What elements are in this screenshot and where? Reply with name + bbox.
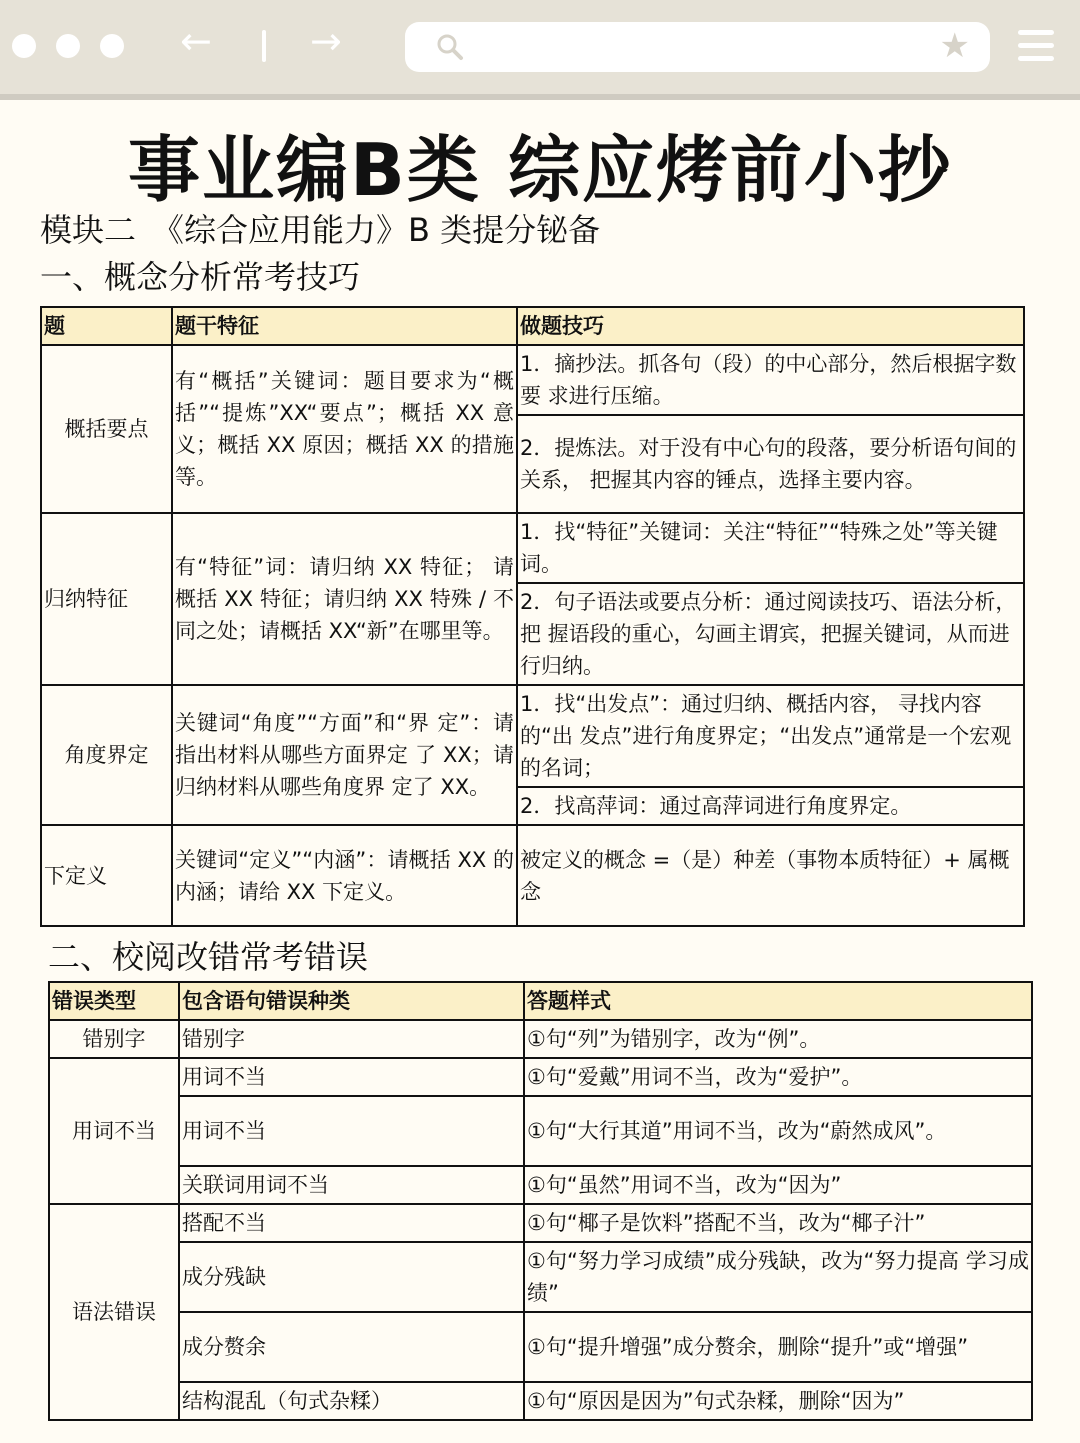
table1-row-feature: 关键词“定义”“内涵”：请概括 XX 的内涵；请给 XX 下定义。 xyxy=(172,825,517,926)
table2-kind: 用词不当 xyxy=(179,1058,524,1096)
table2-kind: 关联词用词不当 xyxy=(179,1166,524,1204)
search-icon xyxy=(435,32,465,62)
arrow-right-icon[interactable]: → xyxy=(310,19,342,63)
table2-category: 错别字 xyxy=(49,1020,179,1058)
table1-row-feature: 有“概括”关键词：题目要求为“概括”“提炼”XX“要点”；概括 XX 意义；概括 XX 原因；概括 XX 的措施等。 xyxy=(172,345,517,513)
table1-row-tip: 2．句子语法或要点分析：通过阅读技巧、语法分析，把 握语段的重心，勾画主谓宾，把握关键词，从而进行归纳。 xyxy=(517,583,1024,685)
table2-answer: ①句“大行其道”用词不当，改为“蔚然成风”。 xyxy=(524,1096,1032,1166)
address-bar[interactable] xyxy=(405,22,990,72)
table2-header-answer: 答题样式 xyxy=(524,982,1032,1020)
table1-row-type: 概括要点 xyxy=(41,345,172,513)
browser-toolbar xyxy=(0,0,1080,100)
table2-category: 语法错误 xyxy=(49,1204,179,1420)
table2-answer: ①句“爱戴”用词不当，改为“爱护”。 xyxy=(524,1058,1032,1096)
table2-kind: 成分残缺 xyxy=(179,1242,524,1312)
table1-header-feature: 题干特征 xyxy=(172,307,517,345)
bookmark-star-icon[interactable]: ★ xyxy=(939,26,970,66)
table1-row-feature: 有“特征”词：请归纳 XX 特征； 请概括 XX 特征；请归纳 XX 特殊 / 不同之处；请概括 XX“新”在哪里等。 xyxy=(172,513,517,685)
section1-heading: 一、概念分析常考技巧 xyxy=(40,258,361,296)
table1-header-tips: 做题技巧 xyxy=(517,307,1024,345)
table1-header-type: 题 xyxy=(41,307,172,345)
table2-category: 用词不当 xyxy=(49,1058,179,1204)
table2-answer: ①句“努力学习成绩”成分残缺，改为“努力提高 学习成绩” xyxy=(524,1242,1032,1312)
window-close-dot[interactable] xyxy=(12,34,36,58)
hamburger-menu-icon[interactable] xyxy=(1018,30,1054,66)
table2-answer: ①句“提升增强”成分赘余，删除“提升”或“增强” xyxy=(524,1312,1032,1382)
arrow-left-icon[interactable]: ← xyxy=(180,19,212,63)
window-minimize-dot[interactable] xyxy=(56,34,80,58)
table1-row-tip: 被定义的概念 =（是）种差（事物本质特征）+ 属概念 xyxy=(517,825,1024,926)
table1-row-type: 归纳特征 xyxy=(41,513,172,685)
nav-divider xyxy=(262,30,266,62)
table2-answer: ①句“列”为错别字，改为“例”。 xyxy=(524,1020,1032,1058)
section2-heading: 二、校阅改错常考错误 xyxy=(48,938,369,976)
page-title: 事业编B类 综应烤前小抄 xyxy=(128,128,952,212)
table1-row-tip: 1．摘抄法。抓各句（段）的中心部分，然后根据字数要 求进行压缩。 xyxy=(517,345,1024,415)
table2-kind: 用词不当 xyxy=(179,1096,524,1166)
table1-row-type: 下定义 xyxy=(41,825,172,926)
table2-header-kind: 包含语句错误种类 xyxy=(179,982,524,1020)
proofreading-table xyxy=(48,981,1033,1421)
table2-kind: 搭配不当 xyxy=(179,1204,524,1242)
table1-row-type: 角度界定 xyxy=(41,685,172,825)
table2-answer: ①句“原因是因为”句式杂糅，删除“因为” xyxy=(524,1382,1032,1420)
table2-answer: ①句“虽然”用词不当，改为“因为” xyxy=(524,1166,1032,1204)
module-heading: 模块二 《综合应用能力》B 类提分铋备 xyxy=(40,211,601,249)
table1-row-tip: 2．提炼法。对于没有中心句的段落，要分析语句间的关系， 把握其内容的锤点，选择主要内容。 xyxy=(517,415,1024,513)
table1-row-feature: 关键词“角度”“方面”和“界 定”：请指出材料从哪些方面界定 了 XX；请归纳材料从哪些角度界 定了 XX。 xyxy=(172,685,517,825)
concept-analysis-table xyxy=(40,306,1025,927)
table2-kind: 成分赘余 xyxy=(179,1312,524,1382)
table2-answer: ①句“椰子是饮料”搭配不当，改为“椰子汁” xyxy=(524,1204,1032,1242)
window-maximize-dot[interactable] xyxy=(100,34,124,58)
table1-row-tip: 1．找“特征”关键词：关注“特征”“特殊之处”等关键词。 xyxy=(517,513,1024,583)
table2-header-category: 错误类型 xyxy=(49,982,179,1020)
table1-row-tip: 2．找高萍词：通过高萍词进行角度界定。 xyxy=(517,787,1024,825)
table1-row-tip: 1．找“出发点”：通过归纳、概括内容， 寻找内容的“出 发点”进行角度界定；“出发点”通常是一个宏观的名词； xyxy=(517,685,1024,787)
table2-kind: 结构混乱（句式杂糅） xyxy=(179,1382,524,1420)
table2-kind: 错别字 xyxy=(179,1020,524,1058)
